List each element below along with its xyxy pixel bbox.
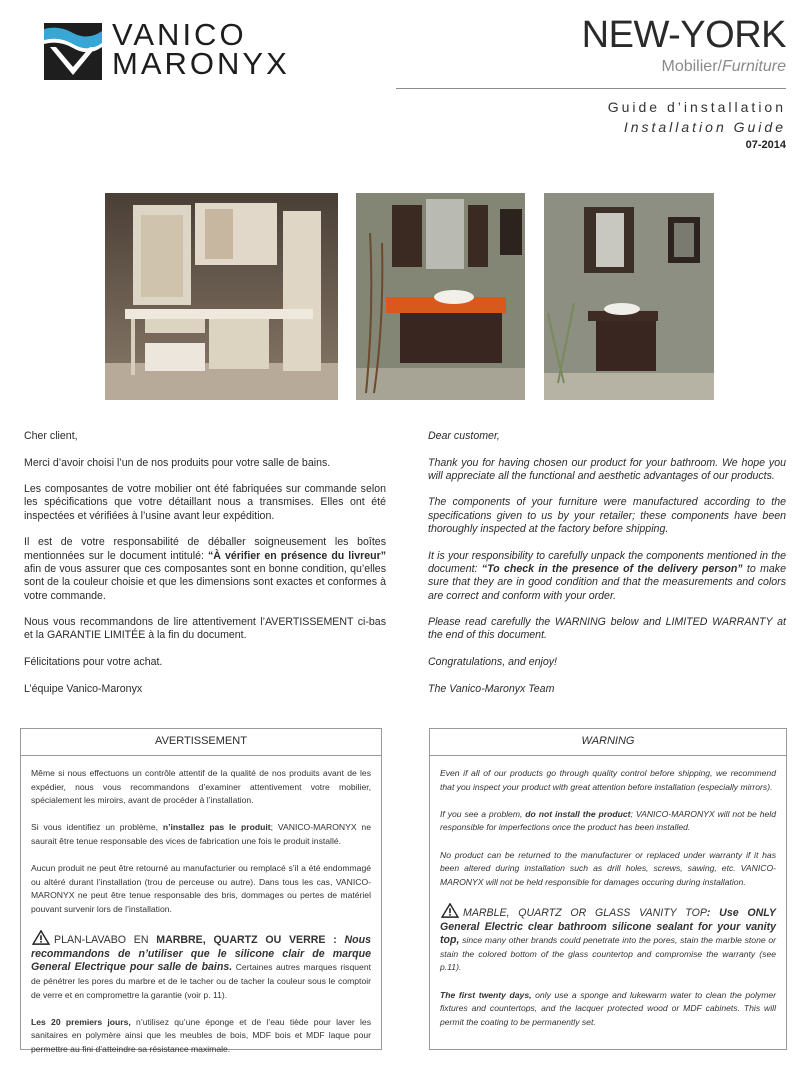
warning-fr-p4-d: Certaines autres marques risquent de pénétrer les pores du marbre et de le tacher ou de tacher la couleur sous le comptoir de verre et en compromettre la garantie (voir p. 11). [31,962,371,1000]
warning-fr-p2 [31,821,371,848]
letter-en-p3-c: to make sure that they are in good condition and that the measurements and colors are correct and conform with your order. [428,562,786,602]
warning-box-fr-title: AVERTISSEMENT [21,729,381,756]
warning-en-p4-c: since many other brands could penetrate into the pores, stain the marble stone or stain the colored bottom of the glass countertop and compromise the warranty (see p.11). [440,935,776,973]
warning-fr-p1: Même si nous effectuons un contrôle attentif de la qualité de nos produits avant de les expédier, nous vous recommandons d’examiner attentivement votre mobilier, spécialement les miroirs, avant de procéder à l’installation. [31,768,371,806]
warning-en-p4-a: MARBLE, QUARTZ OR GLASS VANITY TOP [463,906,707,919]
brand-line-2: MARONYX [112,46,290,81]
letter-fr-p3 [24,536,386,602]
letter-fr-p3-c: afin de vous assurer que ces composantes sont en bonne condition, qu’elles sont de la couleur choisie et que les dimensions sont exactes et conformes à votre commande. [24,562,386,602]
letter-french [24,430,386,709]
warning-en-p2-b: do not install the product [525,808,631,819]
document-title: NEW-YORK [581,14,786,56]
brand-logo-icon [44,23,102,80]
letter-en-p4: Please read carefully the WARNING below and LIMITED WARRANTY at the end of this document. [428,616,786,642]
subtitle-fr: Mobilier/ [661,58,722,75]
letter-en-p2: The components of your furniture were manufactured according to the specifications given to us by your retailer; these components have been thoroughly inspected at the factory before shipping. [428,496,786,536]
warning-fr-p2-c: ; VANICO-MARONYX ne saurait être tenue responsable des vices de fabrication une fois le produit installé. [31,822,371,846]
letter-fr-greeting: Cher client, [24,430,78,442]
document-subtitle [662,58,787,76]
warning-en-p1: Even if all of our products go through quality control before shipping, we recommend that you inspect your product with great attention before installation (especially mirrors). [440,768,776,792]
letter-en-p3-b: “To check in the presence of the delivery person” [481,562,743,575]
warning-triangle-icon [440,903,460,918]
warning-box-en [429,728,787,1050]
header-divider [396,88,786,89]
letter-fr-signature: L’équipe Vanico-Maronyx [24,682,143,695]
warning-fr-p2-b: n’installez pas le produit [162,822,271,833]
warning-en-p4 [440,903,776,975]
warning-en-p5-b: only use a sponge and lukewarm water to clean the polymer fixtures and countertops, and the lacquer protected wood or MDF cabinets. This will permit the coating to be permanently set. [440,989,776,1027]
letter-en-p1: Thank you for having chosen our product for your bathroom. We hope you will appreciate all the functional and aesthetic advantages of our products. [428,456,786,482]
letter-en-p5: Congratulations, and enjoy! [428,656,557,669]
letter-en-p3 [428,550,786,603]
warning-fr-p4-c: Nous recommandons de n’utiliser que le silicone clair de marque General Electrique pour salle de bains. [31,934,371,974]
photo-espresso-vanity-orange [356,193,525,400]
letter-en-signature: The Vanico-Maronyx Team [428,682,555,695]
warning-fr-p4 [31,930,371,1002]
warning-fr-p2-a: Si vous identifiez un problème, [31,822,163,833]
warning-fr-p3: Aucun produit ne peut être retourné au manufacturier ou remplacé s’il a été endommagé ou altéré durant l’installation (trou de perceuse ou autre). Dans tous les cas, VANICO-MARONYX ne peut être tenue responsable des bris, dommages ou pertes de matériel pouvant survenir lors de l’installation. [31,863,371,914]
warning-fr-p4-b: MARBRE, QUARTZ OU VERRE : [156,934,345,947]
warning-box-fr [20,728,382,1054]
letter-fr-p3-b: “À vérifier en présence du livreur” [207,549,386,562]
warning-fr-p5 [31,1016,371,1057]
letter-english [428,430,786,709]
warning-triangle-icon [31,930,51,945]
letter-fr-p3-a: Il est de votre responsabilité de déballer soigneusement les boîtes mentionnées sur le document intitulé: [24,536,386,562]
subtitle-en: Furniture [721,58,786,75]
letter-en-p3-a: It is your responsibility to carefully unpack the components mentioned in the document: [428,549,786,575]
warning-en-p2-c: ; VANICO-MARONYX will not be held responsible for imperfections once the product has been installed. [440,808,776,833]
warning-en-p2-a: If you see a problem, [440,808,526,819]
warning-en-p2 [440,808,776,835]
guide-title-fr: Guide d’installation [607,99,786,115]
warning-en-p5 [440,989,776,1030]
warning-en-p4-b: : Use ONLY General Electric clear bathroom silicone sealant for your vanity top, [440,906,777,947]
photo-ivory-vanity [105,193,338,400]
guide-title-en: Installation Guide [623,119,786,135]
warning-fr-p5-a: Les 20 premiers jours, [31,1016,131,1027]
letter-en-greeting: Dear customer, [428,430,500,442]
warning-fr-p4-a: PLAN-LAVABO EN [54,934,157,947]
letter-fr-p1: Merci d’avoir choisi l’un de nos produits pour votre salle de bains. [24,456,331,469]
warning-en-p5-a: The first twenty days, [440,989,532,1000]
photo-espresso-vanity-small [544,193,714,400]
letter-fr-p5: Félicitations pour votre achat. [24,656,163,669]
warning-fr-p5-b: n’utilisez qu’une éponge et de l’eau tiède pour laver les sanitaires en polymère ainsi que les meubles de bois, MDF bois et MDF laque pour permettre au fini d’atteindre sa résistance maximale. [31,1016,371,1054]
letter-fr-p2: Les composantes de votre mobilier ont été fabriquées sur commande selon les spécifications que votre détaillant nous a transmises. Elles ont été inspectées et vérifiées à l’usine avant leur expédition. [24,483,386,522]
brand-wordmark [112,17,290,81]
warning-en-p3: No product can be returned to the manufacturer or replaced under warranty if it has been altered during installation such as drill holes, screws, sawing, etc. VANICO-MARONYX will not be held responsible for damages occuring during installation. [440,849,776,887]
warning-box-en-title: WARNING [430,729,786,756]
brand-line-1: VANICO [112,17,247,52]
letter-fr-p4: Nous vous recommandons de lire attentivement l’AVERTISSEMENT ci-bas et la GARANTIE LIMITÉE à la fin du document. [24,616,386,642]
document-date: 07-2014 [745,139,786,151]
